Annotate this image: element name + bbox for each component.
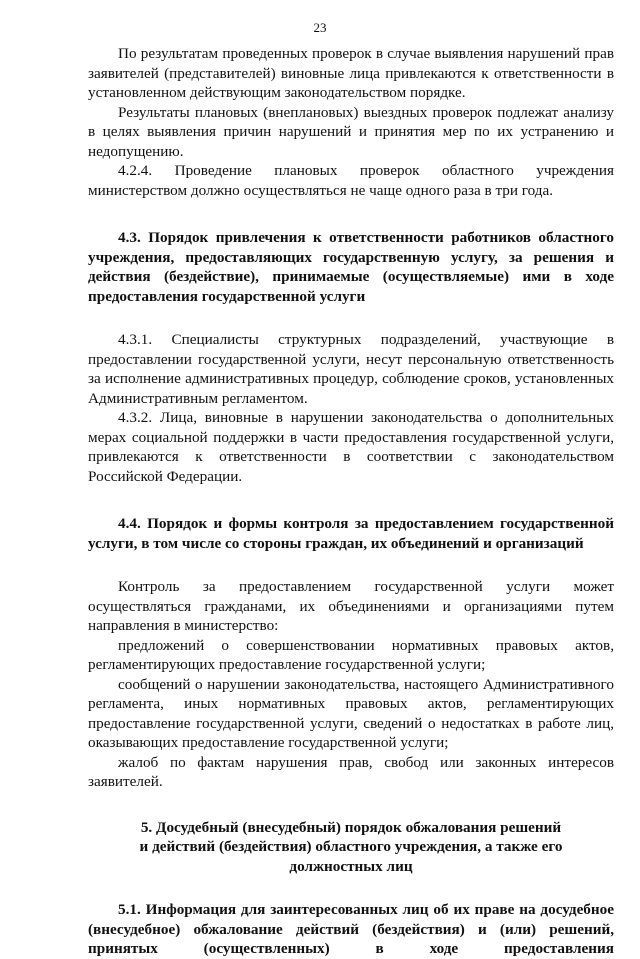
paragraph-reports: сообщений о нарушении законодательства, настоящего Административного регламента, иных нормативных правовых актов, регламентирующих предоставление государственной услуги, сведений о недостатках в работе лиц, оказывающих предоставление государственной услуги; xyxy=(88,675,614,751)
heading-section-5 xyxy=(88,818,614,877)
paragraph-proposals: предложений о совершенствовании нормативных правовых актов, регламентирующих предоставление государственной услуги; xyxy=(88,636,614,673)
paragraph-complaints: жалоб по фактам нарушения прав, свобод или законных интересов заявителей. xyxy=(88,753,614,790)
heading-4-3: 4.3. Порядок привлечения к ответственности работников областного учреждения, предоставляющих государственную услугу, за решения и действия (бездействие), принимаемые (осуществляемые) ими в ходе предоставления государственной услуги xyxy=(88,229,614,305)
heading-section-5-line-2: и действий (бездействия) областного учреждения, а также его xyxy=(139,838,563,855)
page-body xyxy=(88,44,614,959)
paragraph-4-3-1: 4.3.1. Специалисты структурных подразделений, участвующие в предоставлении государственной услуги, несут персональную ответственность за исполнение административных процедур, соблюдение сроков, установленных Административным регламентом. xyxy=(88,331,614,407)
paragraph-control-by-citizens: Контроль за предоставлением государственной услуги может осуществляться гражданами, их объединениями и организациями путем направления в министерство: xyxy=(88,578,614,634)
paragraph-violations-liability: По результатам проведенных проверок в случае выявления нарушений прав заявителей (представителей) виновные лица привлекаются к ответственности в установленном действующим законодательством порядке. xyxy=(88,45,614,101)
paragraph-5-1: 5.1. Информация для заинтересованных лиц об их праве на досудебное (внесудебное) обжалование действий (бездействия) и (или) решений, принятых (осуществленных) в ходе предоставления xyxy=(88,901,614,957)
page-number: 23 xyxy=(313,20,327,35)
heading-section-5-line-1: 5. Досудебный (внесудебный) порядок обжалования решений xyxy=(140,818,562,836)
paragraph-4-3-2: 4.3.2. Лица, виновные в нарушении законодательства о дополнительных мерах социальной поддержки в части предоставления государственной услуги, привлекаются к ответственности в соответствии с законодательством Российской Федерации. xyxy=(88,409,614,485)
paragraph-inspection-results: Результаты плановых (внеплановых) выездных проверок подлежат анализу в целях выявления причин нарушений и принятия мер по их устранению и недопущению. xyxy=(88,103,614,160)
heading-section-5-line-3: должностных лиц xyxy=(289,857,413,875)
paragraph-4-2-4: 4.2.4. Проведение плановых проверок областного учреждения министерством должно осуществляться не чаще одного раза в три года. xyxy=(88,162,614,199)
heading-4-4: 4.4. Порядок и формы контроля за предоставлением государственной услуги, в том числе со стороны граждан, их объединений и организаций xyxy=(88,515,614,552)
